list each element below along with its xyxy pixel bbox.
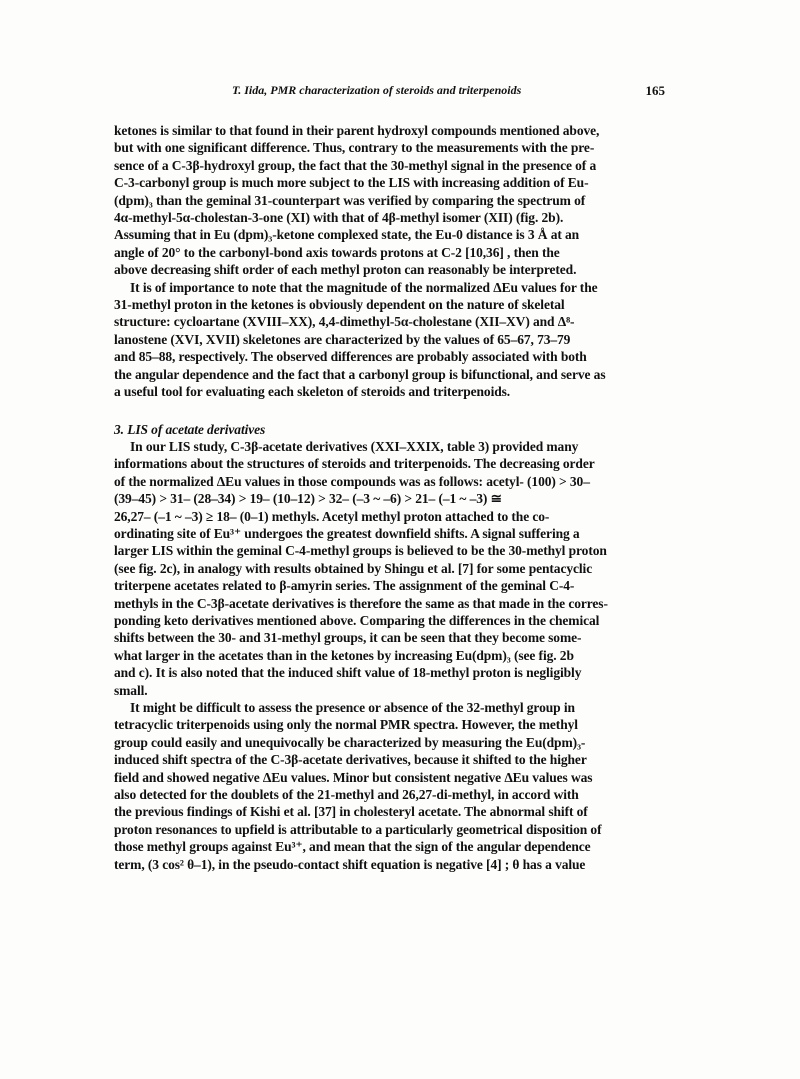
page-header xyxy=(232,83,665,103)
text-line: ordinating site of Eu³⁺ undergoes the greatest downfield shifts. A signal suffering a xyxy=(114,525,580,541)
text-line: of the normalized ΔEu values in those compounds was as follows: acetyl- (100) > 30– xyxy=(114,473,590,489)
text-line: and c). It is also noted that the induced shift value of 18-methyl proton is negligibly xyxy=(114,665,582,681)
text-line: ketones is similar to that found in their parent hydroxyl compounds mentioned above, xyxy=(114,123,600,138)
text-line: ponding keto derivatives mentioned above. Comparing the differences in the chemical xyxy=(114,612,600,628)
text-line: group could easily and unequivocally be characterized by measuring the Eu(dpm)₃- xyxy=(114,734,586,750)
text-line: Assuming that in Eu (dpm)₃-ketone complexed state, the Eu-0 distance is 3 Å at an xyxy=(114,227,580,243)
text-line: (see fig. 2c), in analogy with results obtained by Shingu et al. [7] for some pentacyclic xyxy=(114,560,593,576)
text-line: (39–45) > 31– (28–34) > 19– (10–12) > 32– (–3 ~ –6) > 21– (–1 ~ –3) ≅ xyxy=(114,491,502,507)
paragraph-1 xyxy=(114,122,684,279)
section-heading: 3. LIS of acetate derivatives xyxy=(114,421,266,437)
text-line: sence of a C-3β-hydroxyl group, the fact that the 30-methyl signal in the presence of a xyxy=(114,157,597,173)
text-line: triterpene acetates related to β-amyrin series. The assignment of the geminal C-4- xyxy=(114,578,575,594)
text-line: 26,27– (–1 ~ –3) ≥ 18– (0–1) methyls. Acetyl methyl proton attached to the co- xyxy=(114,508,550,524)
text-line: methyls in the C-3β-acetate derivatives is therefore the same as that made in the corres- xyxy=(114,595,608,611)
text-line: shifts between the 30- and 31-methyl groups, it can be seen that they become some- xyxy=(114,630,582,646)
text-line: (dpm)₃ than the geminal 31-counterpart was verified by comparing the spectrum of xyxy=(114,192,586,208)
page-number: 165 xyxy=(645,83,665,98)
paragraph-2 xyxy=(114,279,684,401)
text-line: term, (3 cos² θ–1), in the pseudo-contact shift equation is negative [4] ; θ has a value xyxy=(114,856,586,872)
text-line: 4α-methyl-5α-cholestan-3-one (XI) with that of 4β-methyl isomer (XII) (fig. 2b). xyxy=(114,210,564,226)
paragraph-3 xyxy=(114,438,684,699)
text-line: In our LIS study, C-3β-acetate derivatives (XXI–XXIX, table 3) provided many xyxy=(130,438,579,454)
text-line: proton resonances to upfield is attributable to a particularly geometrical disposition of xyxy=(114,821,602,837)
text-line: angle of 20° to the carbonyl-bond axis towards protons at C-2 [10,36] , then the xyxy=(114,244,560,260)
text-line: field and showed negative ΔEu values. Minor but consistent negative ΔEu values was xyxy=(114,769,593,785)
text-line: also detected for the doublets of the 21-methyl and 26,27-di-methyl, in accord with xyxy=(114,787,579,803)
text-line: It might be difficult to assess the presence or absence of the 32-methyl group in xyxy=(130,700,575,715)
text-line: larger LIS within the geminal C-4-methyl groups is believed to be the 30-methyl proton xyxy=(114,543,607,559)
text-line: above decreasing shift order of each methyl proton can reasonably be interpreted. xyxy=(114,262,577,278)
text-line: those methyl groups against Eu³⁺, and mean that the sign of the angular dependence xyxy=(114,839,591,855)
running-title: T. Iida, PMR characterization of steroids and triterpenoids xyxy=(232,83,522,97)
text-line: It is of importance to note that the magnitude of the normalized ΔEu values for the xyxy=(130,279,598,295)
text-line: small. xyxy=(114,682,148,698)
text-line: 31-methyl proton in the ketones is obviously dependent on the nature of skeletal xyxy=(114,297,565,313)
text-line: and 85–88, respectively. The observed differences are probably associated with both xyxy=(114,349,587,365)
text-line: induced shift spectra of the C-3β-acetate derivatives, because it shifted to the higher xyxy=(114,752,587,768)
text-line: informations about the structures of steroids and triterpenoids. The decreasing order xyxy=(114,456,595,472)
text-line: but with one significant difference. Thus, contrary to the measurements with the pre- xyxy=(114,140,595,156)
text-line: what larger in the acetates than in the ketones by increasing Eu(dpm)₃ (see fig. 2b xyxy=(114,647,574,663)
text-line: the previous findings of Kishi et al. [37] in cholesteryl acetate. The abnormal shift of xyxy=(114,804,588,820)
text-line: structure: cycloartane (XVIII–XX), 4,4-dimethyl-5α-cholestane (XII–XV) and Δ⁸- xyxy=(114,314,575,330)
text-line: tetracyclic triterpenoids using only the normal PMR spectra. However, the methyl xyxy=(114,717,578,733)
text-line: lanostene (XVI, XVII) skeletones are characterized by the values of 65–67, 73–79 xyxy=(114,331,571,347)
text-line: the angular dependence and the fact that a carbonyl group is bifunctional, and serve as xyxy=(114,366,606,382)
text-line: C-3-carbonyl group is much more subject to the LIS with increasing addition of Eu- xyxy=(114,175,589,191)
body-text xyxy=(114,122,684,873)
paragraph-4 xyxy=(114,699,684,873)
text-line: a useful tool for evaluating each skeleton of steroids and triterpenoids. xyxy=(114,384,511,400)
